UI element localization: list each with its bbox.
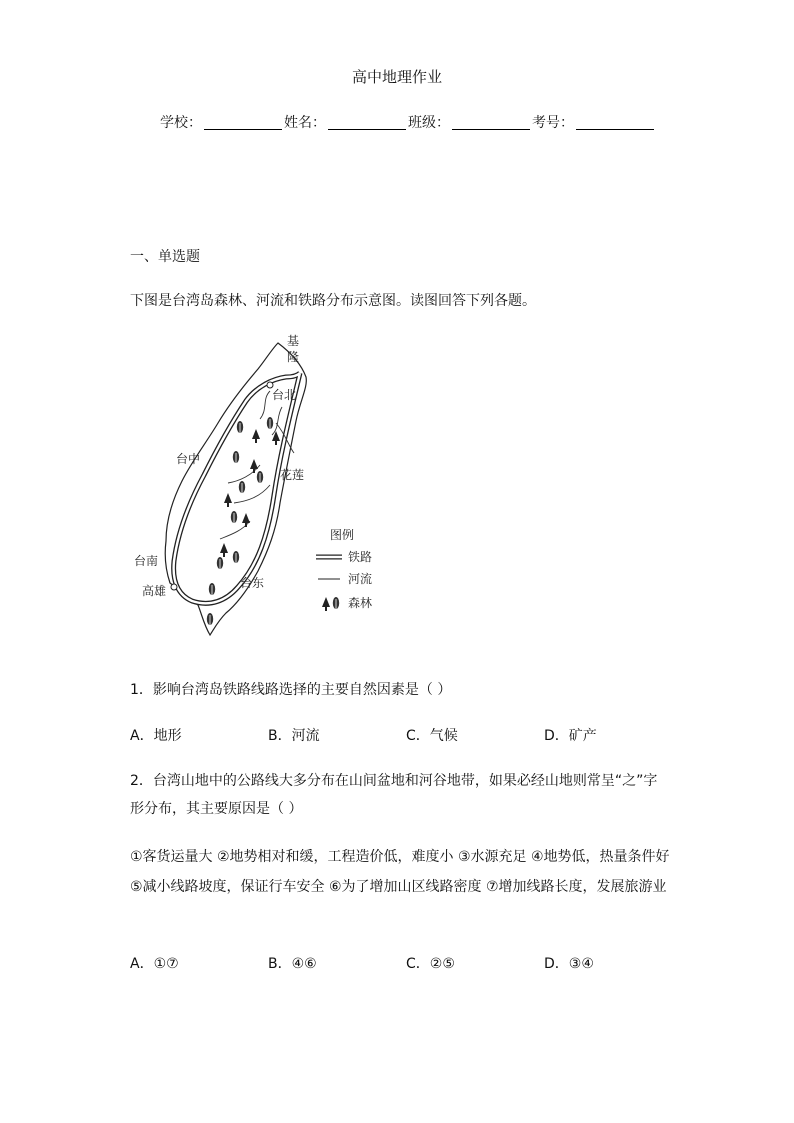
page-title: 高中地理作业 <box>351 68 442 86</box>
railway-line <box>174 373 300 603</box>
gaoxiong-marker <box>171 584 177 590</box>
question-2-option-a[interactable]: A．①⑦ <box>130 956 179 972</box>
question-2-stem: 2．台湾山地中的公路线大多分布在山间盆地和河谷地带，如果必经山地则常呈“之”字形分布，其主要原因是（ ） <box>130 773 658 817</box>
legend-railway-label: 铁路 <box>348 550 373 564</box>
student-info-row <box>160 112 656 132</box>
city-label-tainan: 台南 <box>134 554 159 568</box>
city-label-jilong-1: 基 <box>287 334 300 348</box>
legend-forest-symbol <box>322 597 339 611</box>
section-title: 一、单选题 <box>130 249 200 265</box>
school-field <box>160 112 284 132</box>
question-2-statements: ①客货运量大 ②地势相对和缓，工程造价低，难度小 ③水源充足 ④地势低，热量条件好 ⑤减小线路坡度，保证行车安全 ⑥为了增加山区线路密度 ⑦增加线路长度，发展旅游业 <box>130 849 670 895</box>
city-label-hualian: 花莲 <box>280 468 305 482</box>
exam-number-label: 考号： <box>532 115 574 131</box>
map-legend <box>316 527 372 611</box>
question-intro: 下图是台湾岛森林、河流和铁路分布示意图。读图回答下列各题。 <box>130 293 536 309</box>
question-1-options <box>130 725 682 745</box>
city-label-taizhong: 台中 <box>176 452 201 466</box>
city-label-taibei: 台北 <box>272 388 297 402</box>
exam-number-field <box>532 112 656 132</box>
question-2-options <box>130 953 682 973</box>
class-field <box>408 112 532 132</box>
question-1-option-d[interactable]: D．矿产 <box>544 728 597 744</box>
legend-title: 图例 <box>330 528 355 542</box>
question-1-stem: 1．影响台湾岛铁路线路选择的主要自然因素是（ ） <box>130 682 452 698</box>
city-label-gaoxiong: 高雄 <box>142 584 167 598</box>
name-field <box>284 112 408 132</box>
question-1-option-a[interactable]: A．地形 <box>130 728 182 744</box>
question-2-option-d[interactable]: D．③④ <box>544 956 594 972</box>
question-2-option-b[interactable]: B．④⑥ <box>268 956 317 972</box>
taiwan-map-figure <box>130 325 400 650</box>
city-label-jilong-2: 隆 <box>287 350 300 364</box>
question-1-option-b[interactable]: B．河流 <box>268 728 320 744</box>
question-2-option-c[interactable]: C．②⑤ <box>406 956 455 972</box>
name-blank[interactable] <box>328 115 406 130</box>
class-label: 班级： <box>408 115 450 131</box>
exam-number-blank[interactable] <box>576 115 654 130</box>
school-label: 学校： <box>160 115 202 131</box>
question-1-option-c[interactable]: C．气候 <box>406 728 458 744</box>
legend-river-label: 河流 <box>348 572 373 586</box>
school-blank[interactable] <box>204 115 282 130</box>
legend-forest-label: 森林 <box>348 596 373 610</box>
city-label-taidong: 台东 <box>240 576 265 590</box>
class-blank[interactable] <box>452 115 530 130</box>
name-label: 姓名： <box>284 115 326 131</box>
